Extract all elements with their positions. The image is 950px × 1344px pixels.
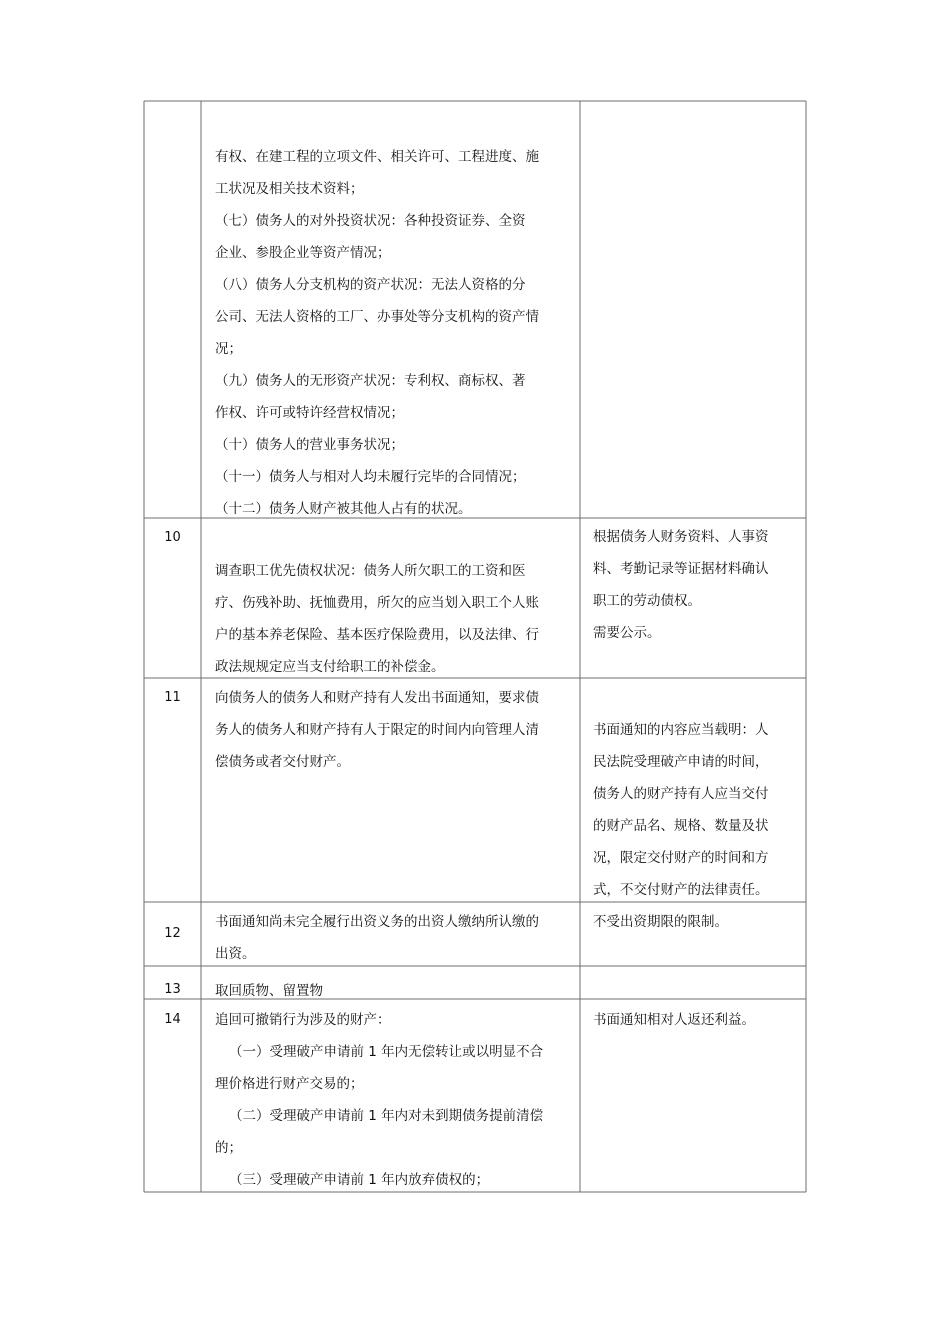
text-line: 料、考勤记录等证据材料确认 bbox=[593, 561, 769, 577]
text-line: 书面通知尚未完全履行出资义务的出资人缴纳所认缴的 bbox=[215, 914, 539, 930]
text-line: （九）债务人的无形资产状况：专利权、商标权、著 bbox=[215, 373, 526, 389]
text-line: 户的基本养老保险、基本医疗保险费用，以及法律、行 bbox=[215, 627, 539, 643]
row-number: 10 bbox=[164, 530, 181, 545]
row10-note bbox=[593, 521, 769, 649]
text-line: 调查职工优先债权状况：债务人所欠职工的工资和医 bbox=[215, 563, 526, 579]
text-line: 式，不交付财产的法律责任。 bbox=[593, 882, 769, 898]
text-line: 书面通知相对人返还利益。 bbox=[593, 1012, 755, 1028]
row-number: 12 bbox=[164, 926, 181, 941]
text-line: 作权、许可或特许经营权情况； bbox=[215, 405, 404, 421]
text-line: 不受出资期限的限制。 bbox=[593, 914, 728, 930]
text-line: （八）债务人分支机构的资产状况：无法人资格的分 bbox=[215, 277, 526, 293]
text-line: 职工的劳动债权。 bbox=[593, 593, 701, 609]
text-line: 书面通知的内容应当载明：人 bbox=[593, 722, 769, 738]
row14-content bbox=[215, 1004, 543, 1196]
text-line: （十一）债务人与相对人均未履行完毕的合同情况； bbox=[215, 469, 526, 485]
row-number: 14 bbox=[164, 1012, 181, 1027]
text-line: 有权、在建工程的立项文件、相关许可、工程进度、施 bbox=[215, 149, 539, 165]
text-line: 况； bbox=[215, 341, 242, 357]
text-line: 企业、参股企业等资产情况； bbox=[215, 245, 391, 261]
text-line: 理价格进行财产交易的； bbox=[215, 1076, 364, 1092]
text-line: 况，限定交付财产的时间和方 bbox=[593, 850, 769, 866]
text-line: 民法院受理破产申请的时间， bbox=[593, 754, 769, 770]
text-line: 的财产品名、规格、数量及状 bbox=[593, 818, 769, 834]
row-number: 11 bbox=[164, 690, 181, 705]
text-line: 取回质物、留置物 bbox=[215, 983, 323, 999]
text-line: 政法规规定应当支付给职工的补偿金。 bbox=[215, 659, 445, 675]
text-line: 债务人的财产持有人应当交付 bbox=[593, 786, 769, 802]
row12-content bbox=[215, 906, 539, 970]
text-line: 出资。 bbox=[215, 946, 256, 962]
text-line: 偿债务或者交付财产。 bbox=[215, 754, 350, 770]
text-line: 需要公示。 bbox=[593, 625, 661, 641]
text-line: （一）受理破产申请前 1 年内无偿转让或以明显不合 bbox=[229, 1044, 544, 1060]
text-line: （十二）债务人财产被其他人占有的状况。 bbox=[215, 501, 472, 517]
text-line: 公司、无法人资格的工厂、办事处等分支机构的资产情 bbox=[215, 309, 539, 325]
text-line: 疗、伤残补助、抚恤费用，所欠的应当划入职工个人账 bbox=[215, 595, 539, 611]
row14-note bbox=[593, 1004, 755, 1036]
text-line: 的； bbox=[215, 1140, 242, 1156]
row13-content bbox=[215, 975, 323, 1007]
text-line: 工状况及相关技术资料； bbox=[215, 181, 364, 197]
text-line: 务人的债务人和财产持有人于限定的时间内向管理人清 bbox=[215, 722, 539, 738]
row11-note bbox=[593, 714, 769, 906]
text-line: （二）受理破产申请前 1 年内对未到期债务提前清偿 bbox=[229, 1108, 544, 1124]
row-number: 13 bbox=[164, 982, 181, 997]
text-line: （七）债务人的对外投资状况：各种投资证券、全资 bbox=[215, 213, 526, 229]
row10-content bbox=[215, 555, 539, 683]
row11-content bbox=[215, 682, 539, 778]
text-line: 向债务人的债务人和财产持有人发出书面通知，要求债 bbox=[215, 690, 539, 706]
row1-content bbox=[215, 141, 539, 525]
text-line: （十）债务人的营业事务状况； bbox=[215, 437, 404, 453]
text-line: 根据债务人财务资料、人事资 bbox=[593, 529, 769, 545]
row12-note bbox=[593, 906, 728, 938]
text-line: 追回可撤销行为涉及的财产： bbox=[215, 1012, 391, 1028]
text-line: （三）受理破产申请前 1 年内放弃债权的； bbox=[229, 1172, 490, 1188]
